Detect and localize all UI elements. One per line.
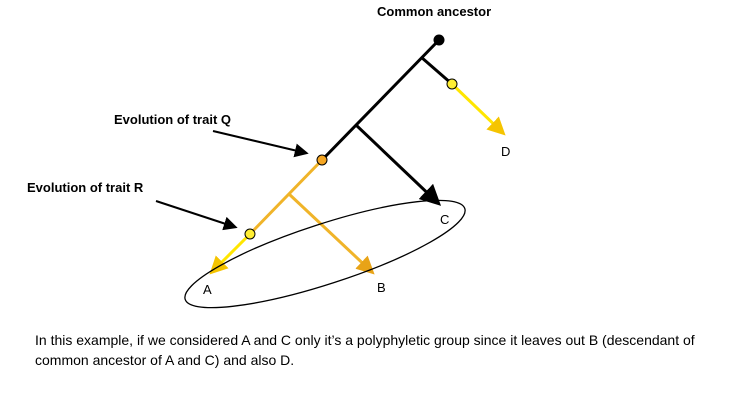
trait-r-node [245, 229, 255, 239]
d-trait-node [447, 79, 457, 89]
polyphyletic-group-ellipse [176, 180, 474, 328]
caption-text: In this example, if we considered A and C only it’s a polyphyletic group since it leaves out B (descendant of common ancestor of A and C) and also D. [35, 332, 695, 368]
common-ancestor-label: Common ancestor [377, 4, 492, 19]
trait-r-annotation: Evolution of trait R [27, 180, 144, 195]
c-lineage-branch [356, 125, 438, 203]
tip-label-d: D [501, 144, 511, 159]
common-ancestor-node [434, 35, 445, 46]
trait-q-pointer-arrow [213, 131, 306, 153]
tip-label-c: C [440, 212, 450, 227]
q-to-r-branch [250, 160, 322, 234]
trait-r-pointer-arrow [156, 201, 235, 227]
tip-label-a: A [203, 282, 212, 297]
d-lineage-black-branch [421, 57, 452, 84]
d-lineage-yellow-branch [452, 84, 503, 133]
trait-q-node [317, 155, 327, 165]
trait-q-annotation: Evolution of trait Q [114, 112, 231, 127]
b-lineage-branch [289, 194, 372, 272]
tip-label-b: B [377, 280, 386, 295]
